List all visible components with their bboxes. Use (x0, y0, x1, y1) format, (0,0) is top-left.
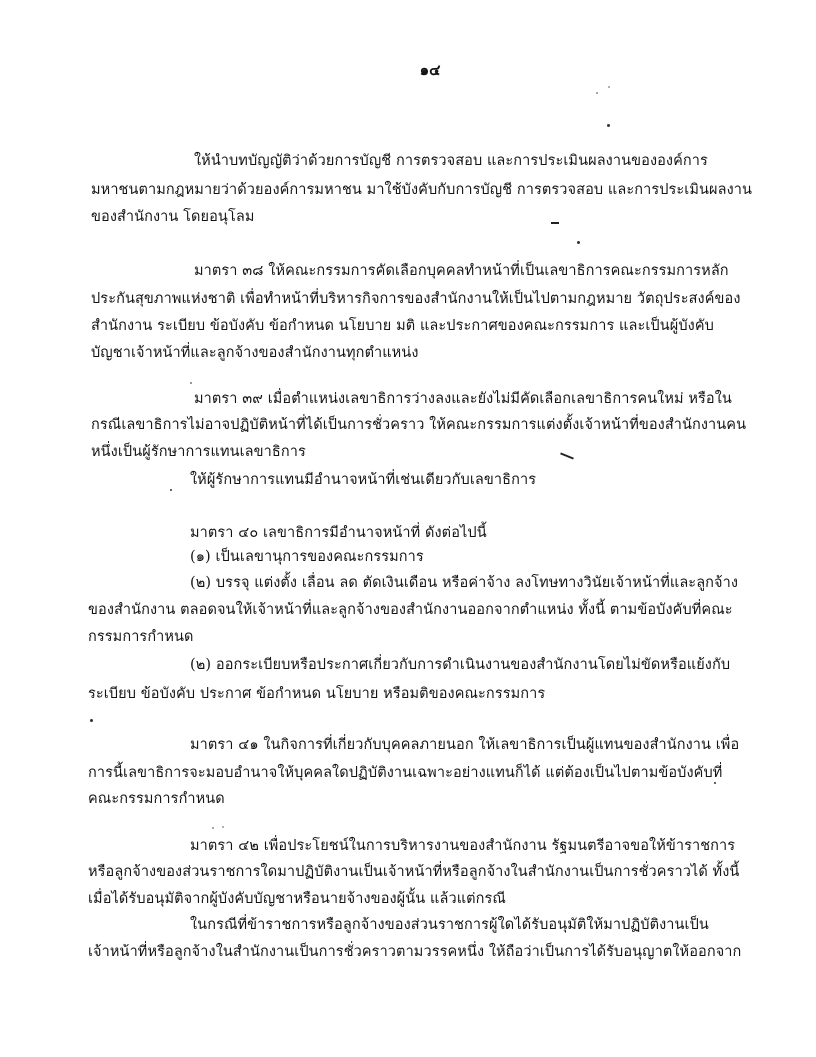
scan-speck (190, 382, 192, 384)
paragraph-line: ของสำนักงาน ตลอดจนให้เจ้าหน้าที่และลูกจ้างของสำนักงานออกจากตำแหน่ง ทั้งนี้ ตามข้อบังคับที่คณะ (88, 602, 733, 618)
paragraph-line: ให้ผู้รักษาการแทนมีอำนาจหน้าที่เช่นเดียวกับเลขาธิการ (190, 472, 537, 488)
paragraph-line: ให้นำบทบัญญัติว่าด้วยการบัญชี การตรวจสอบ และการประเมินผลงานขององค์การ (194, 153, 708, 169)
paragraph-line: การนี้เลขาธิการจะมอบอำนาจให้บุคคลใดปฏิบัติงานเฉพาะอย่างแทนก็ได้ แต่ต้องเป็นไปตามข้อบังคับที่ (88, 765, 723, 781)
paragraph-line: กรณีเลขาธิการไม่อาจปฏิบัติหน้าที่ได้เป็นการชั่วคราว ให้คณะกรรมการแต่งตั้งเจ้าหน้าที่ของสำนักงานคน (91, 417, 747, 433)
scan-speck (607, 124, 610, 127)
section-42-heading: มาตรา ๔๒ เพื่อประโยชน์ในการบริหารงานของสำนักงาน รัฐมนตรีอาจขอให้ข้าราชการ (190, 838, 736, 854)
scan-speck (577, 241, 580, 244)
scan-speck (608, 86, 610, 88)
section-41-heading: มาตรา ๔๑ ในกิจการที่เกี่ยวกับบุคคลภายนอก ให้เลขาธิการเป็นผู้แทนของสำนักงาน เพื่อ (190, 737, 740, 753)
section-40-heading: มาตรา ๔๐ เลขาธิการมีอำนาจหน้าที่ ดังต่อไปนี้ (190, 525, 487, 541)
section-39-heading: มาตรา ๓๙ เมื่อตำแหน่งเลขาธิการว่างลงและยังไม่มีคัดเลือกเลขาธิการคนใหม่ หรือใน (194, 391, 732, 407)
paragraph-line: ของสำนักงาน โดยอนุโลม (91, 209, 255, 225)
paragraph-line: คณะกรรมการกำหนด (88, 791, 225, 807)
paragraph-line: สำนักงาน ระเบียบ ข้อบังคับ ข้อกำหนด นโยบาย มติ และประกาศของคณะกรรมการ และเป็นผู้บังคับ (91, 318, 714, 334)
section-38-heading: มาตรา ๓๘ ให้คณะกรรมการคัดเลือกบุคคลทำหน้าที่เป็นเลขาธิการคณะกรรมการหลัก (194, 263, 729, 279)
list-item: (๒) ออกระเบียบหรือประกาศเกี่ยวกับการดำเนินงานของสำนักงานโดยไม่ขัดหรือแย้งกับ (190, 657, 731, 673)
paragraph-line: ประกันสุขภาพแห่งชาติ เพื่อทำหน้าที่บริหารกิจการของสำนักงานให้เป็นไปตามกฎหมาย วัตถุประสงค์ของ (91, 291, 741, 307)
page-number: ๑๔ (419, 61, 441, 79)
paragraph-line: เจ้าหน้าที่หรือลูกจ้างในสำนักงานเป็นการชั่วคราวตามวรรคหนึ่ง ให้ถือว่าเป็นการได้รับอนุญาตให้ออกจาก (88, 944, 742, 960)
paragraph-line: บัญชาเจ้าหน้าที่และลูกจ้างของสำนักงานทุกตำแหน่ง (91, 345, 419, 361)
list-item: (๒) บรรจุ แต่งตั้ง เลื่อน ลด ตัดเงินเดือน หรือค่าจ้าง ลงโทษทางวินัยเจ้าหน้าที่และลูกจ้าง (190, 575, 739, 591)
scan-speck (170, 489, 172, 491)
paragraph-line: กรรมการกำหนด (88, 629, 194, 645)
paragraph-line: ระเบียบ ข้อบังคับ ประกาศ ข้อกำหนด นโยบาย หรือมติของคณะกรรมการ (88, 686, 546, 702)
scan-mark (560, 452, 574, 459)
paragraph-line: เมื่อได้รับอนุมัติจากผู้บังคับบัญชาหรือนายจ้างของผู้นั้น แล้วแต่กรณี (88, 891, 506, 907)
paragraph-line: ในกรณีที่ข้าราชการหรือลูกจ้างของส่วนราชการผู้ใดได้รับอนุมัติให้มาปฏิบัติงานเป็น (190, 917, 709, 933)
scan-speck (222, 826, 224, 828)
scan-speck (90, 719, 93, 722)
paragraph-line: หนึ่งเป็นผู้รักษาการแทนเลขาธิการ (91, 444, 306, 460)
paragraph-line: หรือลูกจ้างของส่วนราชการใดมาปฏิบัติงานเป็นเจ้าหน้าที่หรือลูกจ้างในสำนักงานเป็นการชั่วคราวได้ ทั้งนี้ (88, 864, 740, 880)
scan-speck (212, 827, 214, 829)
scan-mark (551, 222, 559, 224)
scan-speck (596, 92, 598, 94)
list-item: (๑) เป็นเลขานุการของคณะกรรมการ (190, 549, 424, 565)
paragraph-line: มหาชนตามกฎหมายว่าด้วยองค์การมหาชน มาใช้บังคับกับการบัญชี การตรวจสอบ และการประเมินผลงาน (91, 182, 753, 198)
scan-speck (714, 782, 716, 784)
